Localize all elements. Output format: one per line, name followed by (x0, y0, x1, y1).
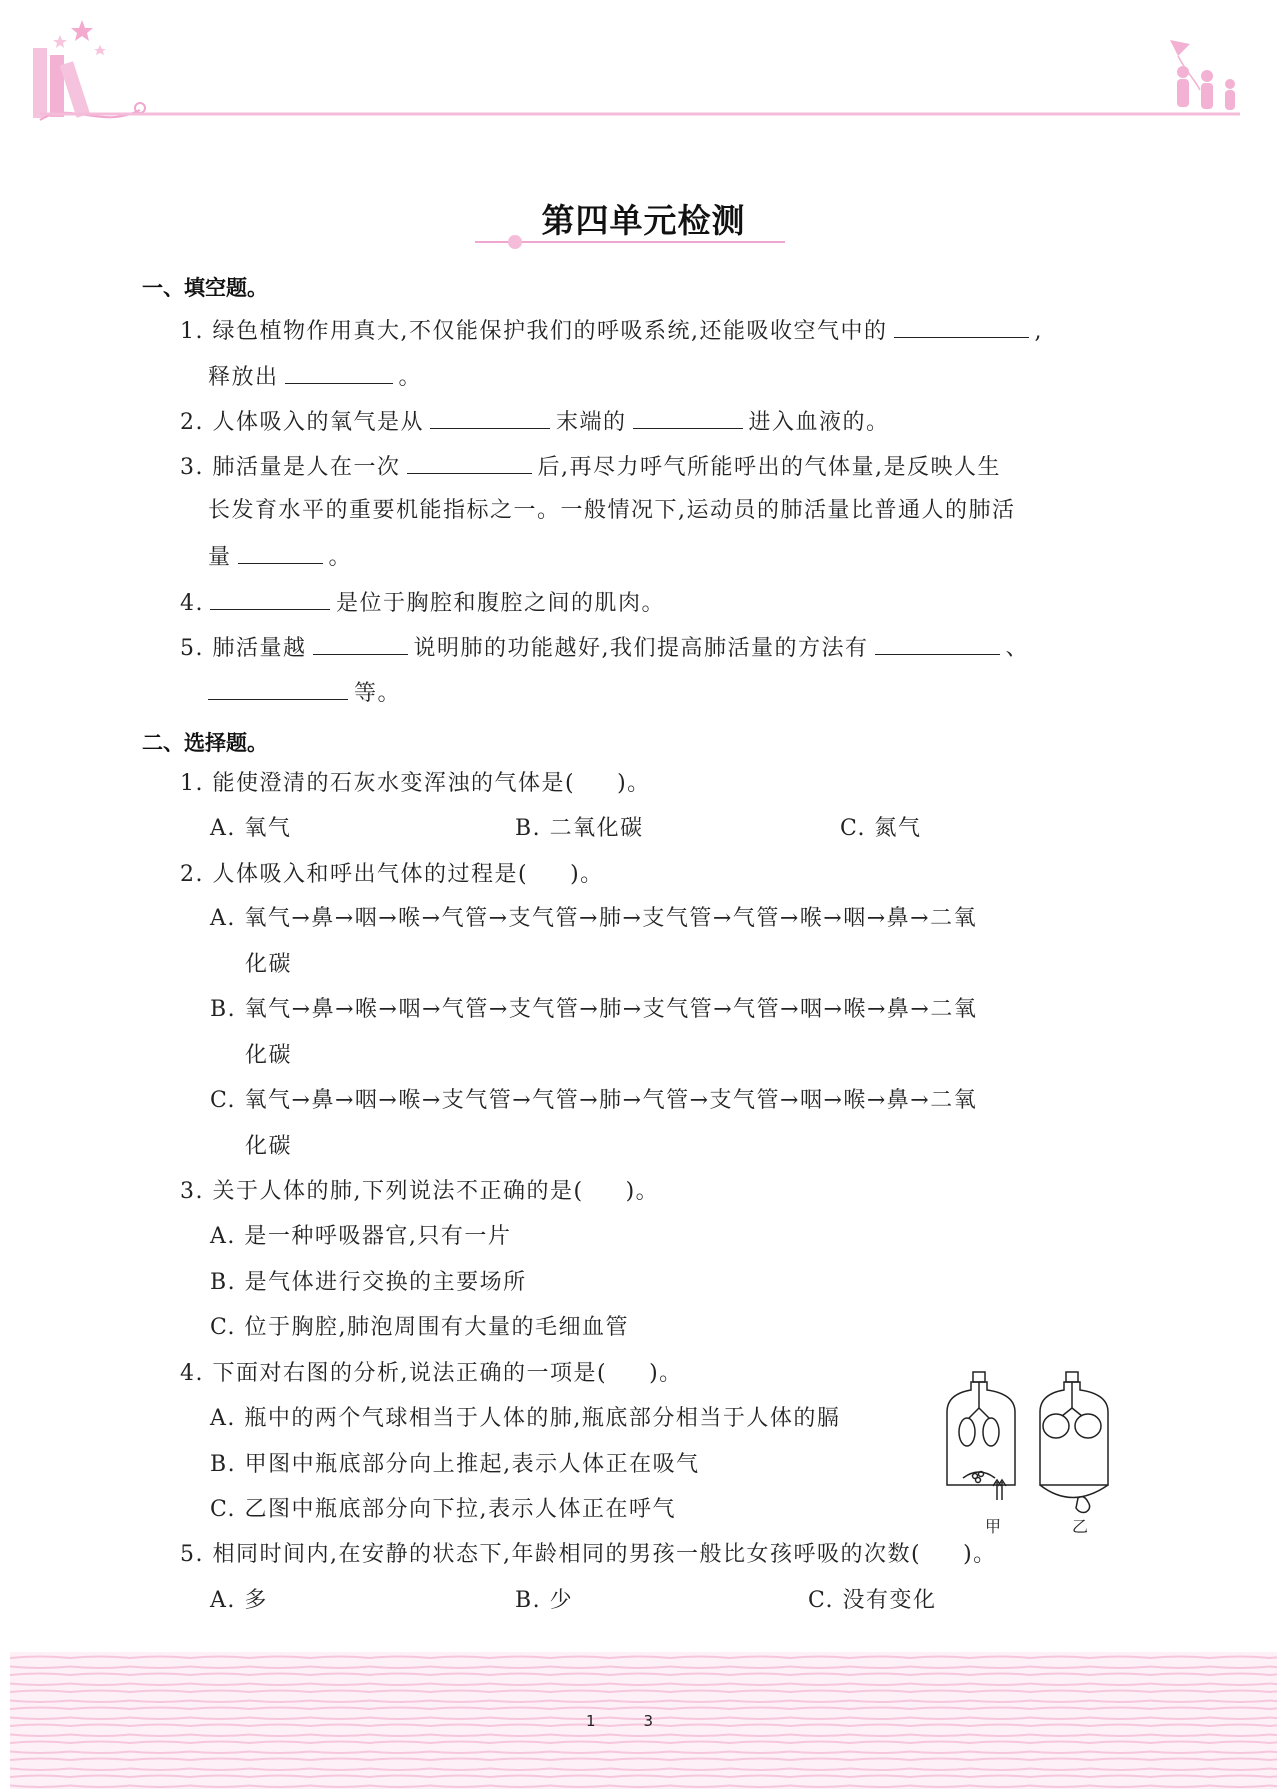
page-number: 13 (585, 1712, 702, 1730)
choice-q5-option-a[interactable]: A. 多 (210, 1588, 268, 1613)
q-text: )。 (625, 1179, 660, 1204)
q-number: 3. (180, 1179, 204, 1204)
q-text: 。 (328, 545, 353, 570)
figure-label-yi: 乙 (1072, 1517, 1089, 1536)
q-number: 4. (180, 1361, 204, 1386)
choice-q1 (180, 769, 651, 799)
q-number: 3. (180, 455, 204, 480)
header-decoration (0, 0, 1287, 140)
figure-label-jia: 甲 (985, 1517, 1002, 1536)
answer-blank[interactable] (285, 361, 393, 384)
q-text: , (1034, 319, 1043, 344)
q-text: )。 (649, 1361, 683, 1386)
fill-q5-cont (208, 677, 401, 709)
jar-yi-figure (1040, 1372, 1108, 1513)
jar-jia-figure (947, 1372, 1015, 1500)
q-number: 5. (180, 636, 204, 661)
q-text: 说明肺的功能越好,我们提高肺活量的方法有 (413, 636, 869, 661)
q-number: 2. (180, 862, 204, 887)
answer-blank[interactable] (430, 406, 550, 429)
title-underline (470, 230, 790, 250)
q-text: 人体吸入的氧气是从 (212, 410, 425, 435)
q-number: 1. (180, 319, 204, 344)
q-text: 肺活量是人在一次 (212, 455, 401, 480)
choice-q4-option-a[interactable]: A. 瓶中的两个气球相当于人体的肺,瓶底部分相当于人体的膈 (210, 1406, 841, 1431)
choice-q1-option-c[interactable]: C. 氮气 (840, 816, 922, 841)
q-text: 、 (1005, 636, 1030, 661)
q-text: )。 (570, 862, 604, 887)
choice-q4-option-c[interactable]: C. 乙图中瓶底部分向下拉,表示人体正在呼气 (210, 1497, 677, 1522)
q-text: 。 (398, 365, 423, 390)
q-text: 量 (208, 545, 232, 570)
answer-blank[interactable] (875, 632, 1000, 655)
choice-q2-option-a[interactable]: A. 氧气→鼻→咽→喉→气管→支气管→肺→支气管→气管→喉→咽→鼻→二氧 (210, 906, 978, 931)
answer-blank[interactable] (313, 632, 408, 655)
q-text: 人体吸入和呼出气体的过程是( (212, 862, 529, 887)
q-text: 末端的 (556, 410, 627, 435)
choice-q2 (180, 860, 604, 890)
q-text: )。 (963, 1542, 997, 1567)
q-text: 能使澄清的石灰水变浑浊的气体是( (212, 771, 576, 796)
choice-q4 (180, 1359, 683, 1389)
section-choice-heading: 二、选择题。 (142, 731, 268, 755)
q-text: 进入血液的。 (748, 410, 890, 435)
choice-q3 (180, 1177, 659, 1207)
q-text: 后,再尽力呼气所能呼出的气体量,是反映人生 (537, 455, 1002, 480)
kids-kite-icon (1170, 40, 1235, 110)
choice-q5-option-c[interactable]: C. 没有变化 (808, 1588, 937, 1613)
answer-blank[interactable] (238, 541, 323, 564)
q-text: 是位于胸腔和腹腔之间的肌肉。 (336, 591, 666, 616)
fill-q4 (180, 587, 665, 619)
fill-q3-cont2 (208, 541, 352, 573)
choice-q4-option-b[interactable]: B. 甲图中瓶底部分向上推起,表示人体正在吸气 (210, 1452, 700, 1477)
choice-q3-option-a[interactable]: A. 是一种呼吸器官,只有一片 (210, 1224, 512, 1249)
choice-q2-option-b-cont: 化碳 (245, 1043, 293, 1068)
q-text: 相同时间内,在安静的状态下,年龄相同的男孩一般比女孩呼吸的次数( (212, 1542, 922, 1567)
section-fill-blanks-heading: 一、填空题。 (142, 276, 268, 300)
q-text: 等。 (354, 681, 402, 706)
bell-jar-lung-model-figure (945, 1370, 1120, 1540)
fill-q3 (180, 451, 1001, 483)
q-text: 肺活量越 (212, 636, 307, 661)
q-number: 1. (180, 771, 204, 796)
q-number: 5. (180, 1542, 204, 1567)
choice-q2-option-b[interactable]: B. 氧气→鼻→喉→咽→气管→支气管→肺→支气管→气管→咽→喉→鼻→二氧 (210, 997, 978, 1022)
answer-blank[interactable] (633, 406, 743, 429)
choice-q2-option-a-cont: 化碳 (245, 952, 293, 977)
fill-q1 (180, 315, 1043, 347)
choice-q2-option-c-cont: 化碳 (245, 1134, 293, 1159)
fill-q5 (180, 632, 1029, 664)
choice-q5-option-b[interactable]: B. 少 (515, 1588, 574, 1613)
answer-blank[interactable] (210, 587, 330, 610)
fill-q1-cont (208, 361, 422, 393)
page-title: 第四单元检测 (541, 201, 746, 240)
q-text: )。 (617, 771, 651, 796)
choice-q5 (180, 1540, 997, 1570)
q-text: 释放出 (208, 365, 279, 390)
q-text: 下面对右图的分析,说法正确的一项是( (212, 1361, 608, 1386)
answer-blank[interactable] (894, 315, 1029, 338)
answer-blank[interactable] (407, 451, 532, 474)
answer-blank[interactable] (208, 677, 348, 700)
choice-q3-option-b[interactable]: B. 是气体进行交换的主要场所 (210, 1270, 527, 1295)
choice-q3-option-c[interactable]: C. 位于胸腔,肺泡周围有大量的毛细血管 (210, 1315, 630, 1340)
fill-q2 (180, 406, 890, 438)
q-text: 绿色植物作用真大,不仅能保护我们的呼吸系统,还能吸收空气中的 (212, 319, 888, 344)
q-number: 4. (180, 591, 204, 616)
choice-q1-option-b[interactable]: B. 二氧化碳 (515, 816, 644, 841)
choice-q1-option-a[interactable]: A. 氧气 (210, 816, 292, 841)
q-text: 关于人体的肺,下列说法不正确的是( (212, 1179, 584, 1204)
fill-q3-cont: 长发育水平的重要机能指标之一。一般情况下,运动员的肺活量比普通人的肺活 (208, 498, 1016, 523)
books-stars-icon (33, 20, 145, 120)
q-number: 2. (180, 410, 204, 435)
choice-q2-option-c[interactable]: C. 氧气→鼻→咽→喉→支气管→气管→肺→气管→支气管→咽→喉→鼻→二氧 (210, 1088, 978, 1113)
